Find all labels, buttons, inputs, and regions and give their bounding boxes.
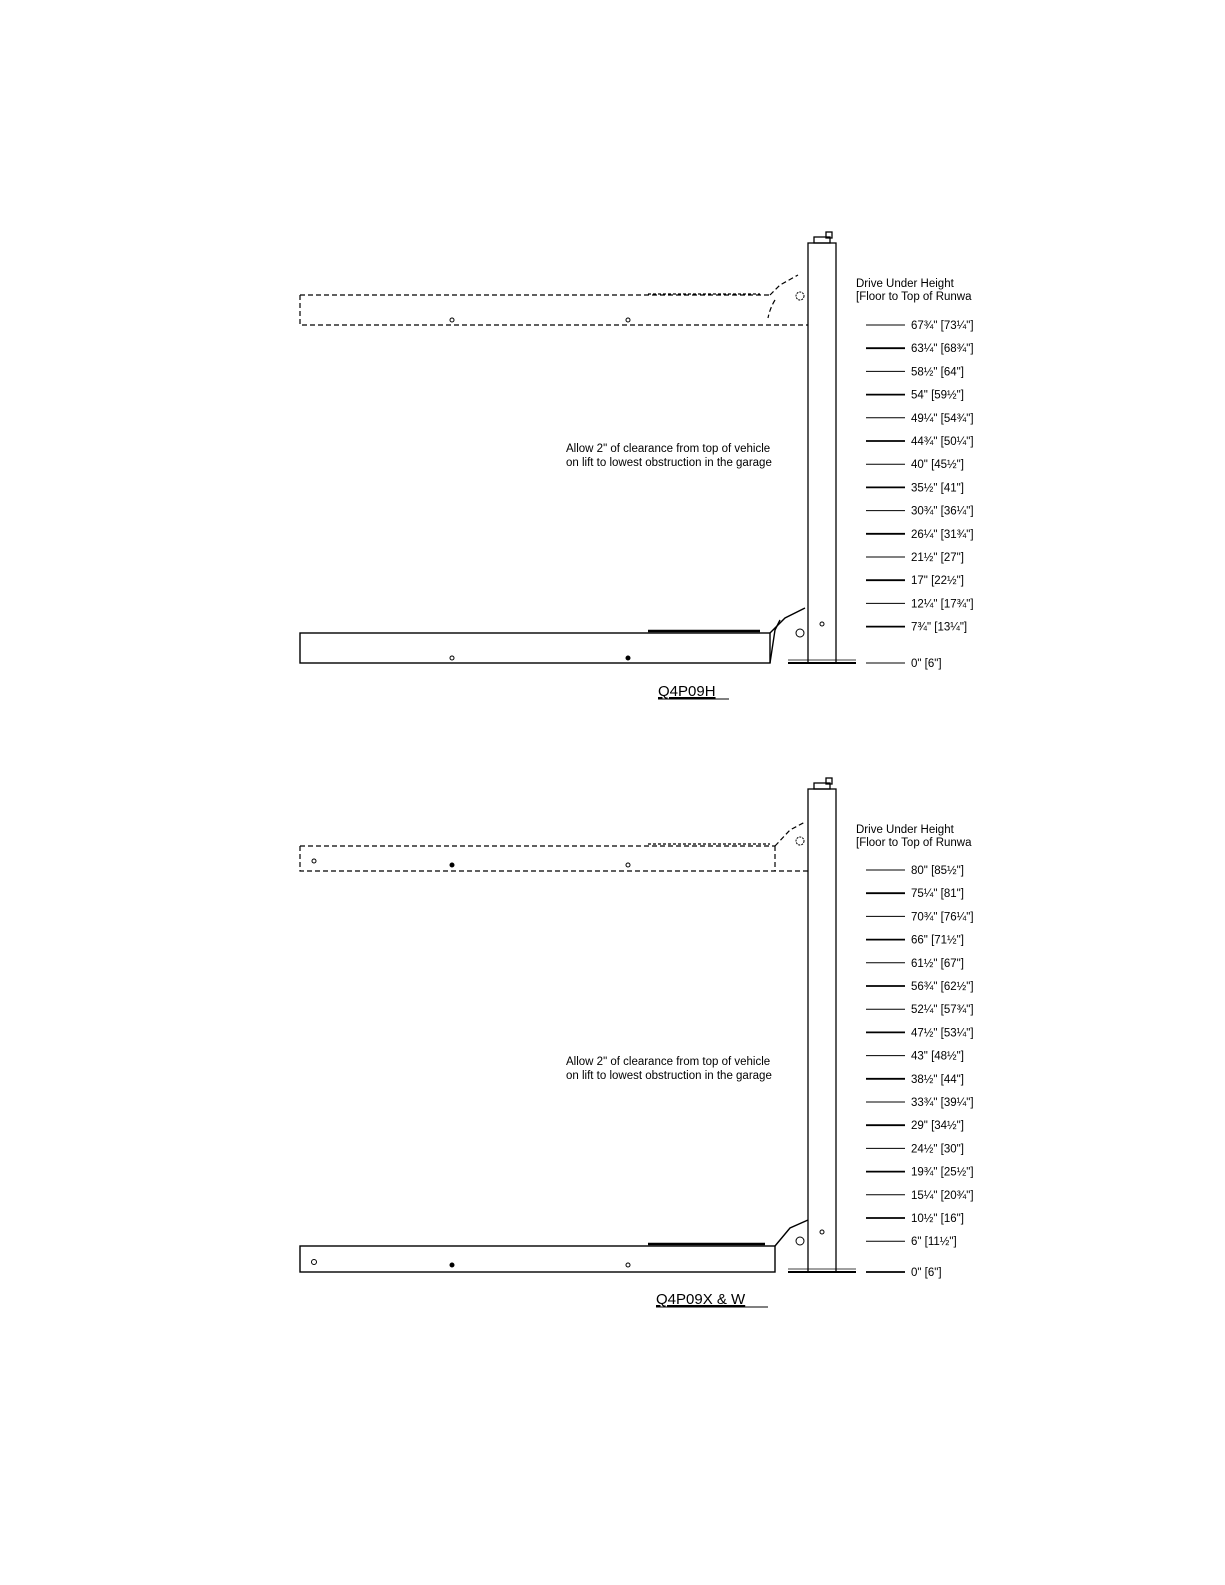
header-line1: Drive Under Height: [856, 278, 954, 290]
height-label: 0" [6"]: [911, 1267, 942, 1279]
runway-bolt: [312, 1260, 317, 1265]
runway-bolt: [626, 318, 630, 322]
height-label: 67¾" [73¼"]: [911, 320, 974, 332]
model-label: Q4P09H: [658, 683, 716, 700]
height-label: 33¾" [39¼"]: [911, 1097, 974, 1109]
header-line2: [Floor to Top of Runwa: [856, 837, 972, 849]
height-scale: [866, 320, 974, 670]
lift-drawing: [0, 0, 1225, 720]
height-label: 38½" [44"]: [911, 1073, 964, 1086]
height-label: 26¼" [31¾"]: [911, 528, 974, 541]
runway-bolt: [312, 859, 316, 863]
clearance-note-line2: on lift to lowest obstruction in the garage: [566, 1070, 772, 1082]
height-label: 29" [34½"]: [911, 1120, 964, 1133]
height-label: 7¾" [13¼"]: [911, 621, 968, 634]
height-label: 54" [59½"]: [911, 389, 964, 402]
height-label: 63¼" [68¾"]: [911, 343, 974, 356]
height-label: 66" [71½"]: [911, 934, 964, 947]
pivot-hole: [796, 629, 804, 637]
pivot-hole: [796, 1237, 804, 1245]
header-line1: Drive Under Height: [856, 824, 954, 836]
lowered-runway: [300, 1220, 808, 1272]
height-label: 12¼" [17¾"]: [911, 598, 974, 611]
height-label: 17" [22½"]: [911, 575, 964, 588]
lift-post: [788, 232, 856, 663]
pivot-hole: [796, 837, 804, 845]
pivot-hole: [796, 292, 804, 300]
runway-bolt: [450, 1263, 454, 1267]
header-line2: [Floor to Top of Runwa: [856, 291, 972, 303]
height-label: 70¾" [76¼"]: [911, 911, 974, 924]
lift-diagram-q4p09x-w: [0, 720, 1225, 1360]
height-label: 30¾" [36¼"]: [911, 505, 974, 518]
runway-bolt: [626, 1263, 630, 1267]
height-label: 43" [48½"]: [911, 1050, 964, 1063]
raised-runway: [300, 275, 808, 325]
height-label: 44¾" [50¼"]: [911, 436, 974, 448]
height-label: 49¼" [54¾"]: [911, 412, 974, 425]
clearance-note-line1: Allow 2" of clearance from top of vehicle: [566, 443, 771, 455]
height-label: 35½" [41"]: [911, 482, 964, 495]
lift-diagram-q4p09h: [0, 0, 1225, 720]
height-label: 10½" [16"]: [911, 1213, 964, 1225]
height-label: 61½" [67"]: [911, 957, 964, 970]
runway-bolt: [450, 863, 454, 867]
clearance-note-line1: Allow 2" of clearance from top of vehicle: [566, 1056, 771, 1068]
height-label: 15¼" [20¾"]: [911, 1189, 974, 1202]
height-label: 21½" [27"]: [911, 552, 964, 564]
post-hole: [820, 622, 824, 626]
lowered-runway: [300, 608, 805, 663]
runway-bolt: [450, 656, 454, 660]
height-label: 40" [45½"]: [911, 459, 964, 472]
height-label: 75¼" [81"]: [911, 888, 964, 901]
height-scale: [866, 865, 974, 1279]
height-label: 56¾" [62½"]: [911, 981, 974, 993]
height-label: 58½" [64"]: [911, 366, 964, 379]
height-label: 19¾" [25½"]: [911, 1166, 974, 1179]
height-label: 6" [11½"]: [911, 1236, 957, 1249]
height-label: 80" [85½"]: [911, 865, 964, 877]
height-label: 47½" [53¼"]: [911, 1027, 974, 1040]
height-label: 0" [6"]: [911, 658, 942, 670]
runway-bolt: [450, 318, 454, 322]
model-label: Q4P09X & W: [656, 1291, 746, 1308]
height-label: 52¼" [57¾"]: [911, 1004, 974, 1017]
height-label: 24½" [30"]: [911, 1143, 964, 1156]
runway-bolt: [626, 863, 630, 867]
runway-bolt: [626, 656, 630, 660]
lift-post: [788, 778, 856, 1272]
raised-runway: [300, 822, 808, 871]
clearance-note-line2: on lift to lowest obstruction in the garage: [566, 457, 772, 469]
lift-drawing: [0, 720, 1225, 1360]
post-hole: [820, 1230, 824, 1234]
